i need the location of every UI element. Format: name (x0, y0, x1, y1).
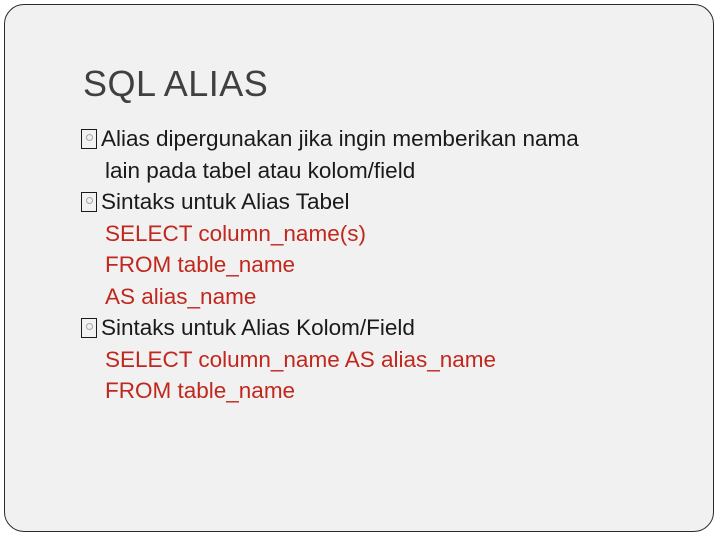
bullet-item-column-alias (81, 312, 681, 407)
square-bullet-icon (81, 192, 97, 212)
square-bullet-icon (81, 318, 97, 338)
code-line: FROM table_name (105, 378, 296, 403)
bullet-text-continued: lain pada tabel atau kolom/field (105, 157, 416, 183)
code-line: SELECT column_name(s) (105, 220, 366, 246)
code-line: SELECT column_name AS alias_name (105, 346, 497, 372)
square-bullet-icon (81, 129, 97, 149)
bullet-item-alias-definition (81, 123, 681, 186)
slide-frame (4, 4, 714, 532)
bullet-text: Alias dipergunakan jika ingin memberikan nama (101, 126, 579, 151)
code-line: FROM table_name (105, 252, 296, 277)
code-line: AS alias_name (105, 283, 257, 309)
bullet-item-table-alias (81, 186, 681, 312)
slide-title: SQL ALIAS (83, 63, 269, 104)
slide-content (81, 123, 681, 407)
bullet-text: Sintaks untuk Alias Kolom/Field (101, 315, 415, 340)
bullet-text: Sintaks untuk Alias Tabel (101, 189, 350, 214)
